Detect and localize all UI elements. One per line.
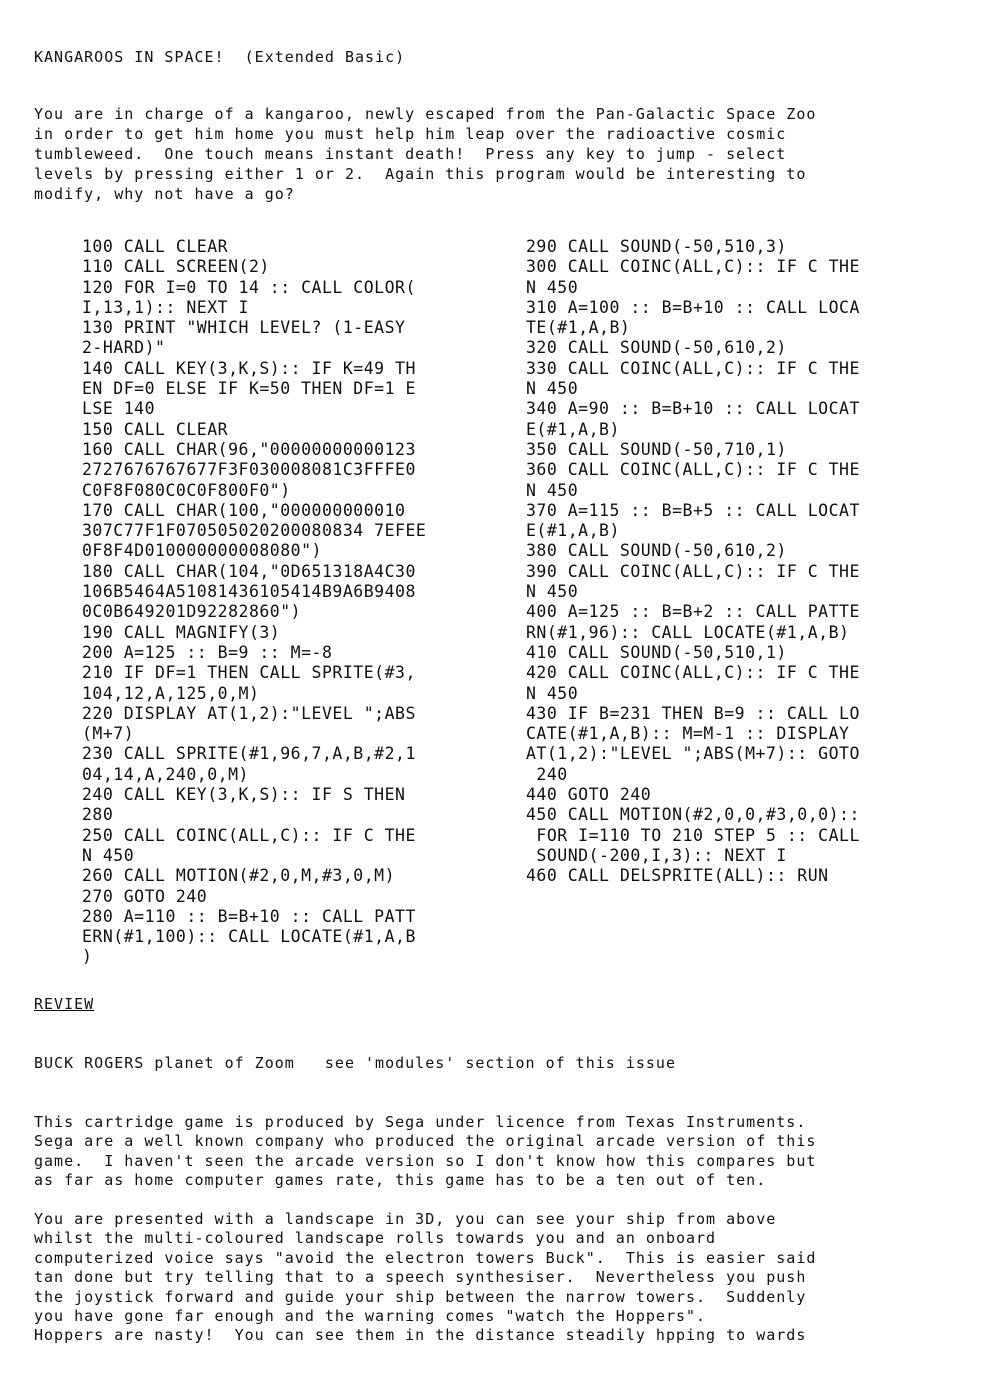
article-title: KANGAROOS IN SPACE! (Extended Basic) <box>34 48 406 66</box>
text-line: tumbleweed. One touch means instant death! Press any key to jump - select <box>34 145 787 163</box>
text-line: 240 CALL KEY(3,K,S):: IF S THEN <box>82 785 406 805</box>
text-line: the joystick forward and guide your ship between the narrow towers. Suddenly <box>34 1287 807 1306</box>
text-line: 200 A=125 :: B=9 :: M=-8 <box>82 642 333 662</box>
text-line: TE(#1,A,B) <box>526 318 631 338</box>
text-line: 110 CALL SCREEN(2) <box>82 257 270 277</box>
text-line: RN(#1,96):: CALL LOCATE(#1,A,B) <box>526 622 850 642</box>
intro-paragraph <box>34 104 964 204</box>
text-line: 310 A=100 :: B=B+10 :: CALL LOCA <box>526 297 860 317</box>
text-line: levels by pressing either 1 or 2. Again this program would be interesting to <box>34 165 807 183</box>
text-line: Sega are a well known company who produced the original arcade version of this <box>34 1132 817 1151</box>
text-line: 250 CALL COINC(ALL,C):: IF C THE <box>82 825 416 845</box>
text-line: 210 IF DF=1 THEN CALL SPRITE(#3, <box>82 663 416 683</box>
text-line: You are presented with a landscape in 3D, you can see your ship from above <box>34 1210 777 1228</box>
text-line: 330 CALL COINC(ALL,C):: IF C THE <box>526 358 860 378</box>
text-line: (M+7) <box>82 724 135 744</box>
text-line: 390 CALL COINC(ALL,C):: IF C THE <box>526 561 860 581</box>
text-line: You are in charge of a kangaroo, newly escaped from the Pan-Galactic Space Zoo <box>34 105 817 123</box>
text-line: 170 CALL CHAR(100,"000000000010 <box>82 500 406 520</box>
text-line: 400 A=125 :: B=B+2 :: CALL PATTE <box>526 602 860 622</box>
text-line: 410 CALL SOUND(-50,510,1) <box>526 642 787 662</box>
review-heading: REVIEW <box>34 995 95 1013</box>
text-line: 307C77F1F070505020200080834 7EFEE <box>82 521 427 541</box>
review-paragraph-1 <box>34 1113 974 1191</box>
text-line: computerized voice says "avoid the electron towers Buck". This is easier said <box>34 1248 817 1267</box>
text-line: 340 A=90 :: B=B+10 :: CALL LOCAT <box>526 399 860 419</box>
text-line: tan done but try telling that to a speech synthesiser. Nevertheless you push <box>34 1268 807 1287</box>
text-line: 430 IF B=231 THEN B=9 :: CALL LO <box>526 703 860 723</box>
text-line: 160 CALL CHAR(96,"00000000000123 <box>82 439 416 459</box>
text-line: 360 CALL COINC(ALL,C):: IF C THE <box>526 460 860 480</box>
text-line: N 450 <box>526 683 579 703</box>
text-line: 104,12,A,125,0,M) <box>82 683 260 703</box>
text-line: as far as home computer games rate, this game has to be a ten out of ten. <box>34 1171 767 1190</box>
text-line: SOUND(-200,I,3):: NEXT I <box>526 845 787 865</box>
text-line: I,13,1):: NEXT I <box>82 297 249 317</box>
text-line: 270 GOTO 240 <box>82 886 208 906</box>
text-line: FOR I=110 TO 210 STEP 5 :: CALL <box>526 825 860 845</box>
text-line: 180 CALL CHAR(104,"0D651318A4C30 <box>82 561 416 581</box>
text-line: whilst the multi-coloured landscape rolls towards you and an onboard <box>34 1229 717 1248</box>
text-line: 2727676767677F3F030008081C3FFFE0 <box>82 460 416 480</box>
text-line: ERN(#1,100):: CALL LOCATE(#1,A,B <box>82 927 416 947</box>
text-line: 130 PRINT "WHICH LEVEL? (1-EASY <box>82 318 406 338</box>
text-line: 300 CALL COINC(ALL,C):: IF C THE <box>526 257 860 277</box>
text-line: 2-HARD)" <box>82 338 166 358</box>
text-line: E(#1,A,B) <box>526 521 620 541</box>
text-line: LSE 140 <box>82 399 156 419</box>
review-subject-line: BUCK ROGERS planet of Zoom see 'modules' section of this issue <box>34 1054 676 1072</box>
text-line: 450 CALL MOTION(#2,0,0,#3,0,0):: <box>526 805 860 825</box>
text-line: modify, why not have a go? <box>34 185 295 203</box>
text-line: 220 DISPLAY AT(1,2):"LEVEL ";ABS <box>82 703 416 723</box>
text-line: you have gone far enough and the warning comes "watch the Hoppers". <box>34 1307 707 1326</box>
text-line: 370 A=115 :: B=B+5 :: CALL LOCAT <box>526 500 860 520</box>
text-line: 106B5464A51081436105414B9A6B9408 <box>82 582 416 602</box>
text-line: CATE(#1,A,B):: M=M-1 :: DISPLAY <box>526 724 850 744</box>
text-line: 280 A=110 :: B=B+10 :: CALL PATT <box>82 906 416 926</box>
text-line: 04,14,A,240,0,M) <box>82 764 249 784</box>
text-line: 420 CALL COINC(ALL,C):: IF C THE <box>526 663 860 683</box>
text-line: 380 CALL SOUND(-50,610,2) <box>526 541 787 561</box>
text-line: 290 CALL SOUND(-50,510,3) <box>526 237 787 256</box>
text-line: 230 CALL SPRITE(#1,96,7,A,B,#2,1 <box>82 744 416 764</box>
text-line: 0C0B649201D92282860") <box>82 602 302 622</box>
text-line: 460 CALL DELSPRITE(ALL):: RUN <box>526 866 829 886</box>
text-line: 350 CALL SOUND(-50,710,1) <box>526 439 787 459</box>
text-line: EN DF=0 ELSE IF K=50 THEN DF=1 E <box>82 379 416 399</box>
text-line: N 450 <box>526 277 579 297</box>
text-line: N 450 <box>526 582 579 602</box>
text-line: in order to get him home you must help him leap over the radioactive cosmic <box>34 125 787 143</box>
text-line: ) <box>82 947 93 967</box>
text-line: 440 GOTO 240 <box>526 785 652 805</box>
text-line: 240 <box>526 764 568 784</box>
text-line: 0F8F4D010000000008080") <box>82 541 322 561</box>
text-line: N 450 <box>82 845 135 865</box>
text-line: C0F8F080C0C0F800F0") <box>82 480 291 500</box>
code-listing-left-column <box>82 237 426 968</box>
text-line: 120 FOR I=0 TO 14 :: CALL COLOR( <box>82 277 416 297</box>
text-line: E(#1,A,B) <box>526 419 620 439</box>
text-line: 190 CALL MAGNIFY(3) <box>82 622 281 642</box>
text-line: N 450 <box>526 379 579 399</box>
text-line: 100 CALL CLEAR <box>82 237 229 256</box>
text-line: 320 CALL SOUND(-50,610,2) <box>526 338 787 358</box>
text-line: This cartridge game is produced by Sega under licence from Texas Instruments. <box>34 1113 807 1131</box>
text-line: AT(1,2):"LEVEL ";ABS(M+7):: GOTO <box>526 744 860 764</box>
review-paragraph-2 <box>34 1210 974 1346</box>
text-line: game. I haven't seen the arcade version so I don't know how this compares but <box>34 1151 817 1170</box>
text-line: 260 CALL MOTION(#2,0,M,#3,0,M) <box>82 866 396 886</box>
text-line: N 450 <box>526 480 579 500</box>
text-line: 280 <box>82 805 114 825</box>
code-listing-right-column <box>526 237 860 887</box>
text-line: 140 CALL KEY(3,K,S):: IF K=49 TH <box>82 358 416 378</box>
text-line: Hoppers are nasty! You can see them in the distance steadily hpping to wards <box>34 1326 807 1345</box>
text-line: 150 CALL CLEAR <box>82 419 229 439</box>
